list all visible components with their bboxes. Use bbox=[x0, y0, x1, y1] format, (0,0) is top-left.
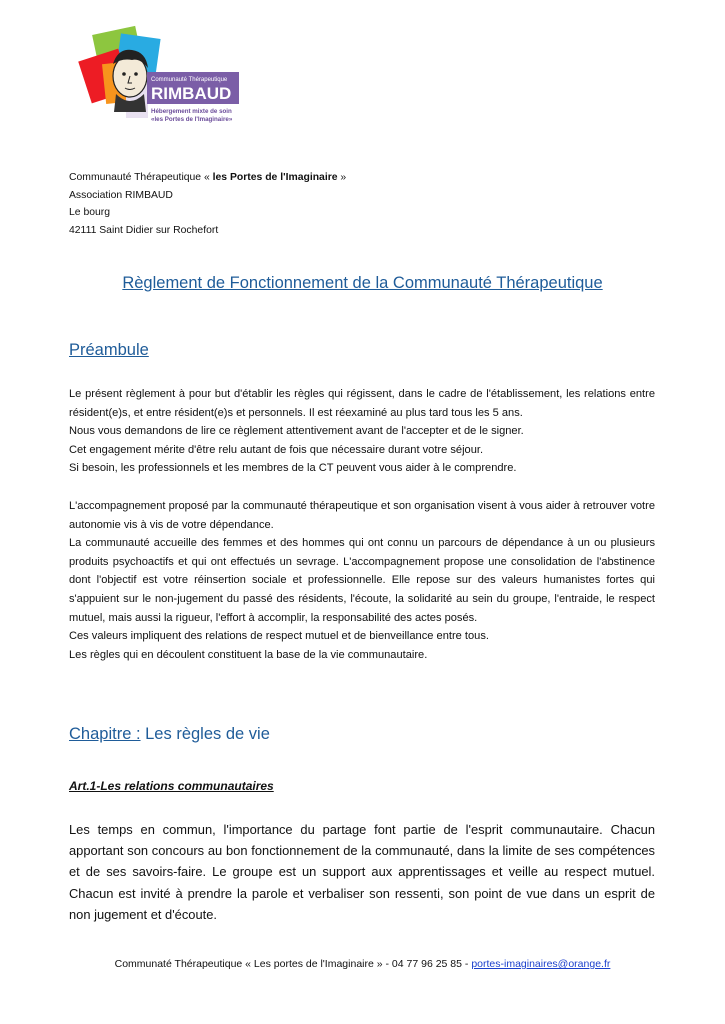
paragraph: Nous vous demandons de lire ce règlement attentivement avant de l'accepter et de le signer. bbox=[69, 425, 524, 438]
paragraph: Ces valeurs impliquent des relations de respect mutuel et de bienveillance entre tous. bbox=[69, 630, 489, 643]
chapter-title: Les règles de vie bbox=[140, 725, 270, 743]
preambule-block-2 bbox=[69, 497, 655, 664]
paragraph: Les temps en commun, l'importance du partage font partie de l'esprit communautaire. Chacun apportant son concours au bon fonctionnement de la communauté, dans la limite de ses compétences et de ses savoirs-faire. Le groupe est un support aux apprentissages et veille au respect mutuel. Chacun est invité à prendre la parole et verbaliser son ressenti, son point de vue dans un esprit de non jugement et d'écoute. bbox=[69, 822, 655, 922]
article-1-body bbox=[69, 819, 655, 925]
address-line-4: 42111 Saint Didier sur Rochefort bbox=[69, 224, 219, 236]
paragraph: Le présent règlement à pour but d'établir les règles qui régissent, dans le cadre de l'établissement, les relations entre résident(e)s, et entre résident(e)s et personnels. Il est réexaminé au plus tard tous les 5 ans. bbox=[69, 388, 655, 419]
preambule-heading: Préambule bbox=[69, 341, 149, 359]
logo-graphic bbox=[78, 22, 253, 132]
document-title: Règlement de Fonctionnement de la Communauté Thérapeutique bbox=[122, 274, 603, 292]
address-line-2: Association RIMBAUD bbox=[69, 189, 173, 201]
paragraph: L'accompagnement proposé par la communauté thérapeutique et son organisation visent à vous aider à retrouver votre autonomie vis à vis de votre dépendance. bbox=[69, 500, 655, 531]
association-logo bbox=[78, 22, 253, 132]
paragraph: Cet engagement mérite d'être relu autant de fois que nécessaire durant votre séjour. bbox=[69, 443, 484, 456]
logo-tagline-2: «les Portes de l'Imaginaire» bbox=[151, 116, 233, 123]
chapter-heading bbox=[69, 725, 270, 744]
page-footer bbox=[0, 958, 725, 970]
preambule-block-1 bbox=[69, 385, 655, 478]
paragraph: La communauté accueille des femmes et des hommes qui ont connu un parcours de dépendance à un ou plusieurs produits psychoactifs et qui ont effectués un sevrage. L'accompagnement propose une consolidation de l'abstinence dont l'objectif est votre réinsertion sociale et professionnelle. Elle repose sur des valeurs humanistes fortes qui s'appuient sur le non-jugement du passé des résidents, l'écoute, la solidarité au sein du groupe, l'entraide, le respect mutuel, mais aussi la rigueur, l'effort à accomplir, la responsabilité des actes posés. bbox=[69, 537, 655, 624]
address-line-1: Communauté Thérapeutique « les Portes de l'Imaginaire » bbox=[69, 172, 347, 183]
address-line-3: Le bourg bbox=[69, 207, 111, 218]
logo-community-text: Communauté Thérapeutique bbox=[151, 77, 228, 83]
logo-tagline-1: Hébergement mixte de soin bbox=[151, 108, 232, 115]
logo-rimbaud-text: RIMBAUD bbox=[151, 84, 232, 103]
footer-text: Communaté Thérapeutique « Les portes de l'Imaginaire » - 04 77 96 25 85 - bbox=[114, 958, 472, 970]
footer-email-link[interactable]: portes-imaginaires@orange.fr bbox=[471, 958, 611, 970]
paragraph: Si besoin, les professionnels et les membres de la CT peuvent vous aider à le comprendre. bbox=[69, 462, 517, 475]
address-community-name: les Portes de l'Imaginaire bbox=[212, 172, 338, 183]
chapter-label: Chapitre : bbox=[69, 725, 141, 743]
article-1-heading: Art.1-Les relations communautaires bbox=[69, 779, 274, 793]
paragraph: Les règles qui en découlent constituent la base de la vie communautaire. bbox=[69, 648, 428, 661]
sender-address bbox=[69, 169, 346, 239]
